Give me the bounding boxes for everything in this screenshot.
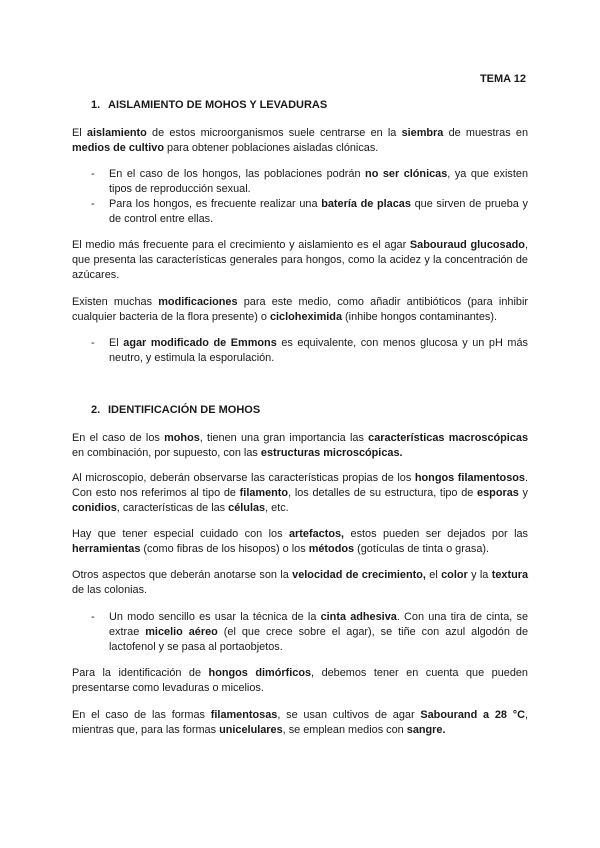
section-1-paragraph-2 bbox=[72, 238, 528, 283]
section-2-paragraph-3 bbox=[72, 527, 528, 557]
bold-text-run: esporas bbox=[477, 487, 519, 499]
text-run: En el caso de las formas bbox=[72, 709, 211, 721]
section-2-number: 2. bbox=[91, 404, 101, 416]
bold-text-run: aislamiento bbox=[86, 127, 147, 139]
text-run: y bbox=[518, 487, 528, 499]
text-run: El bbox=[109, 337, 124, 349]
bold-text-run: características macroscópicas bbox=[368, 432, 528, 444]
bullet-dash: - bbox=[91, 198, 95, 210]
text-run: es equivalente, con menos glucosa y un pH más neutro, y estimula la esporulación. bbox=[109, 337, 528, 364]
bold-text-run: herramientas bbox=[72, 543, 141, 555]
bold-text-run: modificaciones bbox=[158, 296, 238, 308]
text-run: , se emplean medios con bbox=[282, 724, 407, 736]
bold-text-run: filamento bbox=[239, 487, 289, 499]
bold-text-run: batería de placas bbox=[321, 198, 411, 210]
bold-text-run: micelio aéreo bbox=[145, 626, 218, 638]
text-run: Un modo sencillo es usar la técnica de la bbox=[109, 611, 321, 623]
text-run: estos pueden ser dejados por las bbox=[344, 528, 528, 540]
text-run: En el caso de los hongos, las poblaciones podrán bbox=[109, 168, 366, 180]
bold-text-run: artefactos, bbox=[288, 528, 345, 540]
bold-text-run: células bbox=[228, 502, 266, 514]
text-run: (como fibras de los hisopos) o los bbox=[140, 543, 309, 555]
section-2-paragraph-4 bbox=[72, 568, 528, 598]
bold-text-run: Sabourand a 28 °C bbox=[420, 709, 525, 721]
bold-text-run: hongos filamentosos bbox=[414, 472, 525, 484]
bullet-dash: - bbox=[91, 168, 95, 180]
text-run: Hay que tener especial cuidado con los bbox=[72, 528, 289, 540]
bullet-text bbox=[109, 197, 528, 227]
text-run: Otros aspectos que deberán anotarse son la bbox=[72, 569, 293, 581]
text-run: de muestras en bbox=[443, 127, 528, 139]
section-1-paragraph-3 bbox=[72, 295, 528, 325]
text-run: , características de las bbox=[116, 502, 229, 514]
bold-text-run: conidios bbox=[72, 502, 117, 514]
bullet-text bbox=[109, 167, 528, 197]
section-1-bullet-1 bbox=[91, 167, 528, 197]
bold-text-run: agar modificado de Emmons bbox=[123, 337, 277, 349]
bold-text-run: estructuras microscópicas. bbox=[260, 447, 403, 459]
text-run: que sirven de prueba y de control entre ellas. bbox=[109, 198, 528, 225]
section-1-bullet-3 bbox=[91, 336, 528, 366]
bold-text-run: cinta adhesiva bbox=[320, 611, 397, 623]
bold-text-run: velocidad de crecimiento, bbox=[292, 569, 426, 581]
bold-text-run: hongos dimórficos bbox=[208, 667, 312, 679]
bold-text-run: sangre. bbox=[406, 724, 446, 736]
bold-text-run: color bbox=[441, 569, 468, 581]
section-1-bullet-2 bbox=[91, 197, 528, 227]
bold-text-run: métodos bbox=[308, 543, 355, 555]
section-1-paragraph-1 bbox=[72, 126, 528, 156]
bold-text-run: cicloheximida bbox=[269, 311, 342, 323]
text-run: , los detalles de su estructura, tipo de bbox=[288, 487, 478, 499]
text-run: El medio más frecuente para el crecimiento y aislamiento es el agar bbox=[72, 239, 410, 251]
text-run: de estos microorganismos suele centrarse en la bbox=[146, 127, 402, 139]
bold-text-run: siembra bbox=[401, 127, 444, 139]
bold-text-run: filamentosas bbox=[210, 709, 278, 721]
text-run: El bbox=[72, 127, 87, 139]
text-run: , debemos tener en cuenta que pueden presentarse como levaduras o micelios. bbox=[72, 667, 528, 694]
text-run: Existen muchas bbox=[72, 296, 159, 308]
section-2-heading bbox=[91, 403, 260, 418]
text-run: para este medio, como añadir antibióticos (para inhibir cualquier bacteria de la flora presente) o bbox=[72, 296, 528, 323]
text-run: (el que crece sobre el agar), se tiñe con azul algodón de lactofenol y se pasa al portaobjetos. bbox=[109, 626, 528, 653]
section-2-bullet-1 bbox=[91, 610, 528, 655]
topic-label: TEMA 12 bbox=[479, 73, 526, 85]
text-run: y la bbox=[467, 569, 492, 581]
bold-text-run: Sabouraud glucosado bbox=[409, 239, 525, 251]
text-run: , que presenta las características generales para hongos, como la acidez y la concentración de azúcares. bbox=[72, 239, 528, 281]
bold-text-run: no ser clónicas bbox=[365, 168, 448, 180]
text-run: de las colonias. bbox=[72, 584, 148, 596]
text-run: el bbox=[425, 569, 442, 581]
section-1-title: AISLAMIENTO DE MOHOS Y LEVADURAS bbox=[108, 99, 328, 111]
text-run: . Con una tira de cinta, se extrae bbox=[109, 611, 528, 638]
bullet-dash: - bbox=[91, 611, 95, 623]
text-run: (inhibe hongos contaminantes). bbox=[342, 311, 497, 323]
section-2-paragraph-2 bbox=[72, 471, 528, 516]
bold-text-run: mohos bbox=[164, 432, 200, 444]
section-2-paragraph-6 bbox=[72, 708, 528, 738]
text-run: , se usan cultivos de agar bbox=[277, 709, 421, 721]
text-run: , mientras que, para las formas bbox=[72, 709, 528, 736]
text-run: . Con esto nos referimos al tipo de bbox=[72, 472, 528, 499]
text-run: , ya que existen tipos de reproducción sexual. bbox=[109, 168, 528, 195]
section-1-heading bbox=[91, 98, 327, 113]
text-run: para obtener poblaciones aisladas clónicas. bbox=[164, 142, 379, 154]
text-run: , etc. bbox=[265, 502, 289, 514]
bullet-dash: - bbox=[91, 337, 95, 349]
text-run: , tienen una gran importancia las bbox=[199, 432, 369, 444]
bold-text-run: medios de cultivo bbox=[72, 142, 164, 154]
section-2-title: IDENTIFICACIÓN DE MOHOS bbox=[108, 404, 261, 416]
text-run: En el caso de los bbox=[72, 432, 165, 444]
bold-text-run: textura bbox=[491, 569, 529, 581]
bullet-text bbox=[109, 336, 528, 366]
bullet-text bbox=[109, 610, 528, 655]
text-run: Al microscopio, deberán observarse las características propias de los bbox=[72, 472, 415, 484]
section-2-paragraph-1 bbox=[72, 431, 528, 461]
text-run: Para los hongos, es frecuente realizar una bbox=[109, 198, 322, 210]
text-run: (gotículas de tinta o grasa). bbox=[354, 543, 490, 555]
section-1-number: 1. bbox=[91, 99, 101, 111]
text-run: en combinación, por supuesto, con las bbox=[72, 447, 261, 459]
bold-text-run: unicelulares bbox=[219, 724, 283, 736]
section-2-paragraph-5 bbox=[72, 666, 528, 696]
text-run: Para la identificación de bbox=[72, 667, 209, 679]
